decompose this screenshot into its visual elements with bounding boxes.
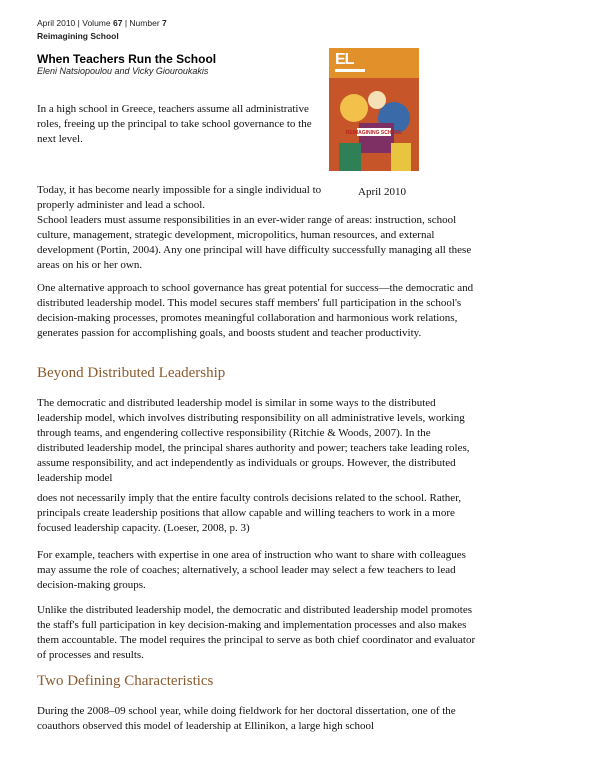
- number-label: Number: [129, 18, 160, 28]
- volume-label: Volume: [82, 18, 111, 28]
- cover-headline: REIMAGINING SCHOOL: [345, 130, 403, 136]
- magazine-cover-image[interactable]: [329, 48, 419, 171]
- paragraph: For example, teachers with expertise in one area of instruction who want to share with colleagues may assume the role of coaches; alternatively, a school leader may select a few teachers to lead decision-making groups.: [37, 549, 466, 591]
- blockquote-paragraph: does not necessarily imply that the entire faculty controls decisions related to the school. Rather, principals create leadership positions that allow capable and willing teachers to work in a more focused leadership capacity. (Loeser, 2008, p. 3): [37, 492, 462, 534]
- section-heading: Beyond Distributed Leadership: [37, 365, 226, 381]
- issue-date: April 2010: [37, 18, 76, 28]
- separator: |: [77, 18, 80, 28]
- issue-number: 7: [162, 18, 167, 28]
- article-title: When Teachers Run the School: [37, 52, 217, 66]
- paragraph: One alternative approach to school governance has great potential for success—the democratic and distributed leadership model. This model secures staff members' full participation in the school's decision-making processes, promotes meaningful collaboration and harmonious work relations, generates passion for accomplishing goals, and boosts student and teacher productivity.: [37, 282, 474, 339]
- volume-number: 67: [112, 18, 123, 28]
- article-deck: In a high school in Greece, teachers assume all administrative roles, freeing up the principal to take school governance to the next level.: [37, 103, 312, 145]
- paragraph-lead: Today, it has become nearly impossible for a single individual to properly administer and lead a school.: [37, 184, 322, 211]
- separator: |: [124, 18, 128, 28]
- logo-underline: [335, 69, 365, 72]
- paragraph: During the 2008–09 school year, while doing fieldwork for her doctoral dissertation, one of the coauthors observed this model of leadership at Ellinikon, a large high school: [37, 705, 456, 732]
- section-label: Reimagining School: [37, 31, 119, 41]
- magazine-logo: EL: [335, 51, 354, 68]
- paragraph: Unlike the distributed leadership model, the democratic and distributed leadership model promotes the staff's full participation in key decision-making and implementation processes and also makes them accountable. The model requires the principal to serve as both chief coordinator and evaluator of processes and results.: [37, 604, 476, 661]
- section-heading: Two Defining Characteristics: [37, 673, 214, 689]
- cover-caption: April 2010: [358, 186, 406, 198]
- article-authors: Eleni Natsiopoulou and Vicky Giouroukakis: [37, 66, 209, 76]
- paragraph: The democratic and distributed leadership model is similar in some ways to the distributed leadership model, which involves distributing responsibility on all administrative levels, working through teams, and engendering collective responsibility (Ritchie & Woods, 2007). In the distributed leadership model, the principal shares authority and power; teachers take leading roles, assume responsibility, and act independently as individuals or groups. However, the distributed leadership model: [37, 397, 470, 484]
- paragraph: School leaders must assume responsibilities in an ever-wider range of areas: instruction, school culture, management, strategic development, micropolitics, human resources, and external development (Portin, 2004). Any one principal will have difficulty successfully managing all these areas on his or her own.: [37, 214, 472, 271]
- issue-info: [37, 18, 167, 28]
